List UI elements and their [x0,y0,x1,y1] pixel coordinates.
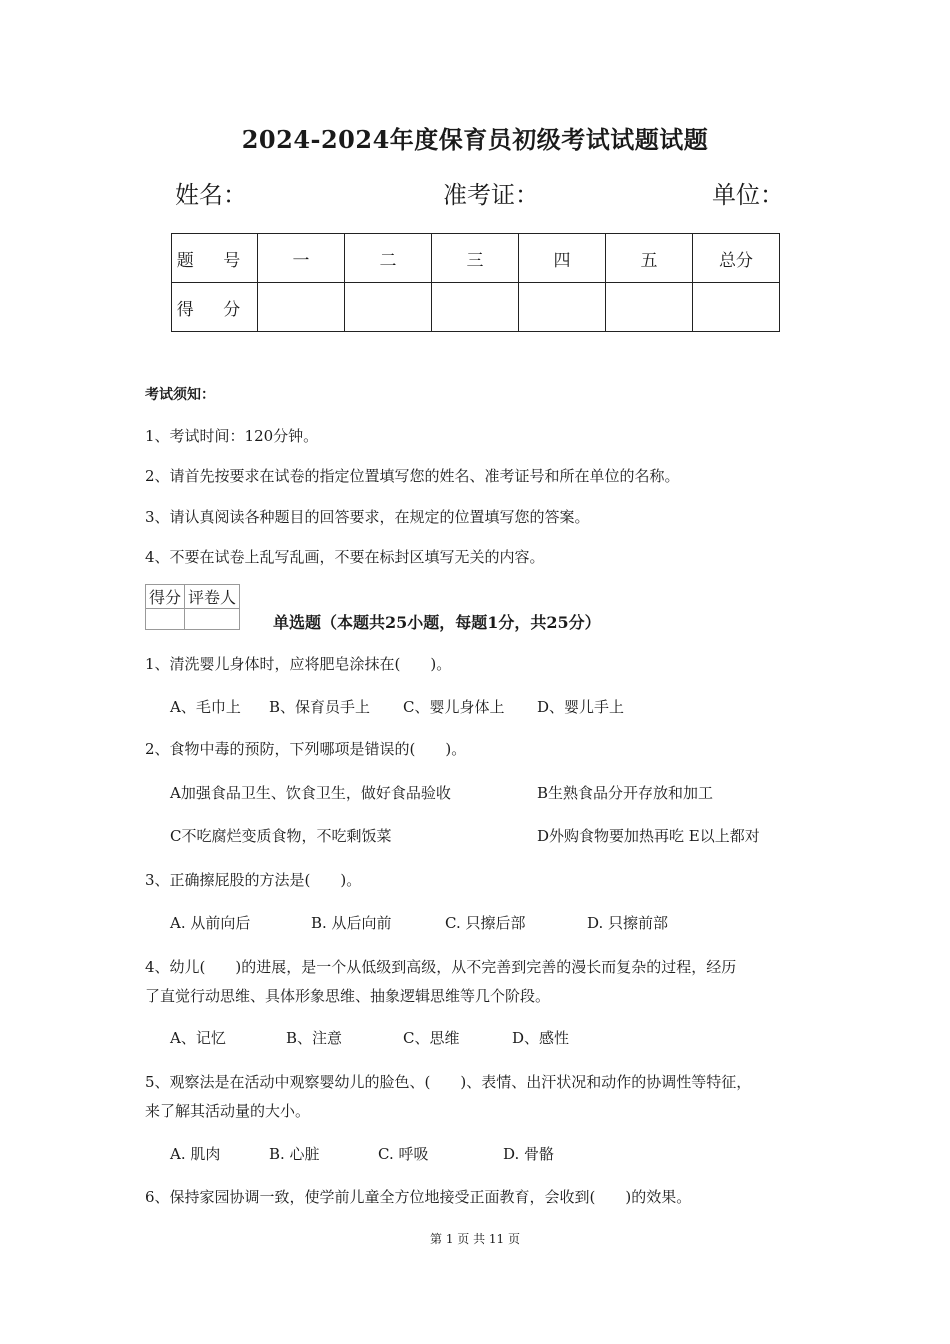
question-2-option-a: A加强食品卫生、饮食卫生，做好食品验收 [170,784,451,802]
question-3-stem: 3、正确擦屁股的方法是( )。 [145,871,362,889]
question-3-option-a: A. 从前向后 [170,914,251,932]
question-2-option-c: C不吃腐烂变质食物，不吃剩饭菜 [170,827,392,845]
question-2-option-d: D外购食物要加热再吃 E以上都对 [537,827,760,845]
score-table [171,233,780,332]
question-3-option-c: C. 只擦后部 [445,914,526,932]
question-3-option-d: D. 只擦前部 [587,914,669,932]
score-table-cell: 一 [258,234,345,283]
question-4-option-c: C、思维 [403,1029,460,1047]
score-entry-cell [519,283,606,332]
question-2-option-b: B生熟食品分开存放和加工 [537,784,714,802]
name-field-label: 姓名： [175,181,247,209]
question-4-option-a: A、记忆 [170,1029,226,1047]
notice-item: 2、请首先按要求在试卷的指定位置填写您的姓名、准考证号和所在单位的名称。 [145,467,680,485]
question-1-option-a: A、毛巾上 [170,698,241,716]
unit-field-label: 单位： [712,181,784,209]
score-entry-cell [606,283,693,332]
question-5-option-c: C. 呼吸 [378,1145,429,1163]
score-table-cell: 二 [345,234,432,283]
question-1-option-b: B、保育员手上 [269,698,371,716]
notice-item: 1、考试时间：120分钟。 [145,427,319,445]
grader-name-cell [185,609,240,630]
question-4-option-d: D、感性 [512,1029,570,1047]
question-5-stem-continued: 来了解其活动量的大小。 [145,1102,311,1120]
score-entry-cell [345,283,432,332]
question-4-option-b: B、注意 [286,1029,343,1047]
question-2-stem: 2、食物中毒的预防，下列哪项是错误的( )。 [145,740,467,758]
score-table-header-row [172,234,780,283]
score-table-cell: 三 [432,234,519,283]
score-table-cell: 四 [519,234,606,283]
question-5-option-d: D. 骨骼 [503,1145,555,1163]
score-entry-cell [432,283,519,332]
question-6-stem: 6、保持家园协调一致，使学前儿童全方位地接受正面教育，会收到( )的效果。 [145,1188,692,1206]
question-3-option-b: B. 从后向前 [311,914,392,932]
score-table-cell: 五 [606,234,693,283]
score-table-score-row [172,283,780,332]
grader-name-label: 评卷人 [185,585,240,609]
score-table-cell: 总分 [693,234,780,283]
question-1-option-c: C、婴儿身体上 [403,698,505,716]
question-4-stem-continued: 了直觉行动思维、具体形象思维、抽象逻辑思维等几个阶段。 [145,987,551,1005]
score-entry-cell [693,283,780,332]
question-4-stem: 4、幼儿( )的进展，是一个从低级到高级，从不完善到完善的漫长而复杂的过程，经历 [145,958,737,976]
grader-score-cell [146,609,185,630]
question-5-option-b: B. 心脏 [269,1145,320,1163]
question-1-stem: 1、清洗婴儿身体时，应将肥皂涂抹在( )。 [145,655,452,673]
page-footer: 第 1 页 共 11 页 [430,1232,520,1246]
score-entry-cell [258,283,345,332]
notice-heading: 考试须知： [145,387,215,403]
document-title: 2024-2024年度保育员初级考试试题试题 [241,125,709,154]
score-table-cell: 题 号 [172,234,258,283]
grader-score-label: 得分 [146,585,185,609]
score-table-cell: 得 分 [172,283,258,332]
question-1-option-d: D、婴儿手上 [537,698,625,716]
question-5-option-a: A. 肌肉 [170,1145,221,1163]
section-title: 单选题（本题共25小题，每题1分，共25分） [273,613,601,632]
question-5-stem: 5、观察法是在活动中观察婴幼儿的脸色、( )、表情、出汗状况和动作的协调性等特征， [145,1073,752,1091]
exam-id-field-label: 准考证： [443,181,539,209]
grader-box [145,584,240,630]
notice-item: 3、请认真阅读各种题目的回答要求，在规定的位置填写您的答案。 [145,508,590,526]
notice-item: 4、不要在试卷上乱写乱画，不要在标封区填写无关的内容。 [145,548,545,566]
